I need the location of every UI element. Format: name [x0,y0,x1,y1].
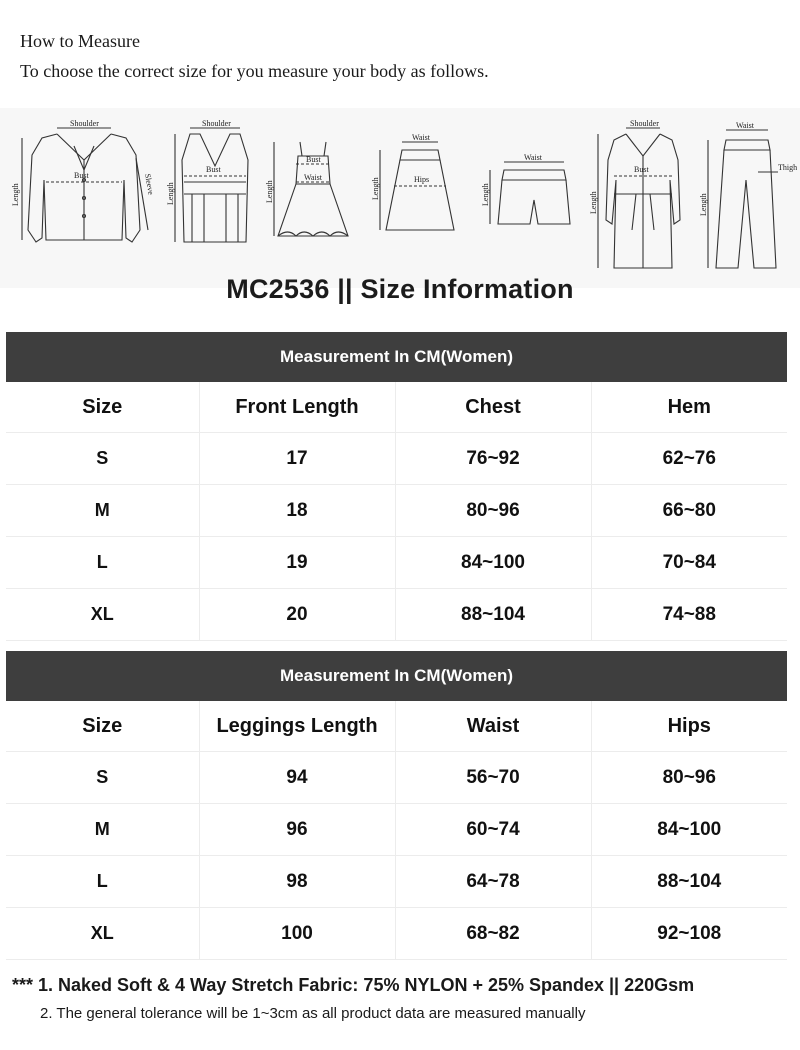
column-header-waist: Waist [395,701,591,752]
size-cell: M [6,485,199,537]
table-row [6,804,787,856]
hips-cell: 80~96 [591,752,787,804]
size-cell: L [6,537,199,589]
svg-text:Thigh: Thigh [778,163,798,172]
vest-measure-icon [166,119,260,255]
svg-text:Length: Length [371,177,380,200]
size-cell: S [6,752,199,804]
svg-text:Waist: Waist [304,173,323,182]
table-row [6,589,787,641]
table-heading: Measurement In CM(Women) [6,332,787,382]
column-header-hips: Hips [591,701,787,752]
column-header-leggings-length: Leggings Length [199,701,395,752]
svg-text:Bust: Bust [206,165,221,174]
chest-cell: 88~104 [395,589,591,641]
table-row [6,485,787,537]
chest-cell: 80~96 [395,485,591,537]
size-cell: S [6,433,199,485]
svg-text:Length: Length [11,183,20,206]
table-heading: Measurement In CM(Women) [6,651,787,701]
svg-text:Length: Length [589,191,598,214]
hem-cell: 66~80 [591,485,787,537]
column-header-size: Size [6,382,199,433]
front-length-cell: 19 [199,537,395,589]
leggings-size-table [6,651,787,960]
how-to-measure-title: How to Measure [20,31,140,51]
fabric-note: *** 1. Naked Soft & 4 Way Stretch Fabric: 75% NYLON + 25% Spandex || 220Gsm [12,975,695,995]
table-row [6,537,787,589]
svg-text:Length: Length [699,193,708,216]
svg-text:Shoulder: Shoulder [202,119,231,128]
svg-text:Length: Length [166,182,175,205]
table-header-row [6,701,787,752]
leggings-length-cell: 96 [199,804,395,856]
size-cell: L [6,856,199,908]
hips-cell: 84~100 [591,804,787,856]
leggings-length-cell: 98 [199,856,395,908]
size-cell: M [6,804,199,856]
column-header-hem: Hem [591,382,787,433]
svg-text:Length: Length [481,183,490,206]
hem-cell: 62~76 [591,433,787,485]
blouse-measure-icon [12,120,162,255]
skirt-measure-icon [372,120,467,255]
svg-text:Bust: Bust [306,155,321,164]
table-row [6,908,787,960]
how-to-measure-section [20,30,780,82]
coat-measure-icon [589,119,692,280]
waist-cell: 60~74 [395,804,591,856]
waist-cell: 68~82 [395,908,591,960]
chest-cell: 76~92 [395,433,591,485]
svg-text:Sleeve: Sleeve [142,172,156,196]
svg-text:Waist: Waist [412,133,431,142]
svg-text:Length: Length [265,180,274,203]
hips-cell: 92~108 [591,908,787,960]
table-row [6,752,787,804]
table-row [6,433,787,485]
table-row [6,856,787,908]
column-header-front-length: Front Length [199,382,395,433]
column-header-size: Size [6,701,199,752]
front-length-cell: 18 [199,485,395,537]
measurement-guide-figures [0,108,800,288]
hips-cell: 88~104 [591,856,787,908]
front-length-cell: 17 [199,433,395,485]
shorts-measure-icon [478,120,588,255]
leggings-length-cell: 94 [199,752,395,804]
product-notes [12,974,788,1024]
svg-text:Hips: Hips [414,175,430,184]
svg-text:Waist: Waist [524,153,543,162]
waist-cell: 56~70 [395,752,591,804]
svg-text:Waist: Waist [736,121,755,130]
svg-text:Bust: Bust [634,165,649,174]
chest-cell: 84~100 [395,537,591,589]
leggings-length-cell: 100 [199,908,395,960]
product-size-title: MC2536 || Size Information [226,274,574,304]
svg-text:Bust: Bust [74,171,89,180]
how-to-measure-instructions: To choose the correct size for you measure your body as follows. [20,61,489,81]
tolerance-note: 2. The general tolerance will be 1~3cm as all product data are measured manually [40,1005,586,1022]
waist-cell: 64~78 [395,856,591,908]
front-length-cell: 20 [199,589,395,641]
top-size-table [6,332,787,641]
table-header-row [6,382,787,433]
hem-cell: 74~88 [591,589,787,641]
dress-measure-icon [265,120,358,255]
hem-cell: 70~84 [591,537,787,589]
column-header-chest: Chest [395,382,591,433]
svg-text:Shoulder: Shoulder [70,119,99,128]
svg-text:Shoulder: Shoulder [630,119,659,128]
size-cell: XL [6,589,199,641]
trousers-measure-icon [698,120,798,280]
size-cell: XL [6,908,199,960]
